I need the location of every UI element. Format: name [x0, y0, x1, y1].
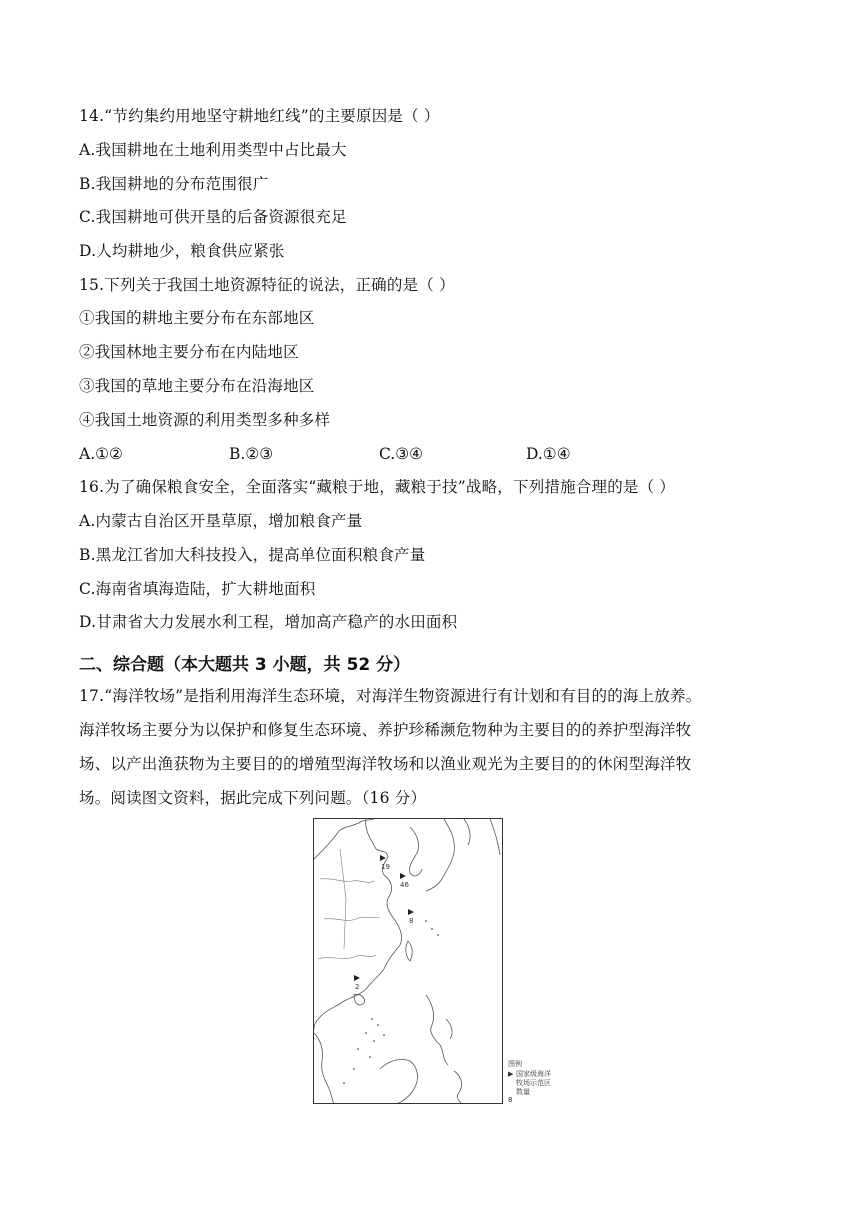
q14-stem: 14.“节约集约用地坚守耕地红线”的主要原因是（ ）: [79, 107, 440, 125]
q15-statement-1: ①我国的耕地主要分布在东部地区: [79, 309, 315, 327]
q15-option-a: A.①②: [79, 445, 123, 463]
q14-option-c: C.我国耕地可供开垦的后备资源很充足: [79, 208, 347, 226]
q14-option-d: D.人均耕地少，粮食供应紧张: [79, 242, 285, 260]
q17-line-1: 17.“海洋牧场”是指利用海洋生态环境，对海洋生物资源进行有计划和有目的的海上放养。: [79, 687, 702, 705]
q16-option-c: C.海南省填海造陆，扩大耕地面积: [79, 580, 316, 598]
legend-title: 图例: [508, 1060, 522, 1068]
marker-yellow-sea-label: 46: [400, 881, 409, 889]
marker-yellow-sea: [400, 873, 409, 889]
q14-option-b: B.我国耕地的分布范围很广: [79, 175, 269, 193]
q15-options: [79, 444, 679, 464]
legend-sample-value: 8: [508, 1096, 513, 1104]
marker-bohai: [380, 855, 390, 871]
q15-statement-2: ②我国林地主要分布在内陆地区: [79, 343, 299, 361]
legend-triangle-icon: ▶: [508, 1070, 514, 1078]
q17-line-3: 场、以产出渔获物为主要目的的增殖型海洋牧场和以渔业观光为主要目的的休闲型海洋牧: [79, 755, 692, 773]
q16-option-b: B.黑龙江省加大科技投入，提高单位面积粮食产量: [79, 546, 426, 564]
ocean-ranch-map: [313, 818, 503, 1104]
q15-option-c: C.③④: [379, 445, 424, 463]
q15-statement-4: ④我国土地资源的利用类型多种多样: [79, 411, 331, 429]
q15-option-d: D.①④: [526, 445, 571, 463]
legend-desc: 国家级海洋牧场示范区数量: [516, 1070, 551, 1096]
q16-option-d: D.甘肃省大力发展水利工程，增加高产稳产的水田面积: [79, 613, 458, 631]
q17-line-4: 场。阅读图文资料，据此完成下列问题。（16 分）: [79, 789, 427, 807]
section-heading: 二、综合题（本大题共 3 小题，共 52 分）: [79, 655, 411, 675]
marker-east-china-sea-label: 8: [409, 917, 414, 925]
marker-east-china-sea: [408, 909, 414, 925]
marker-south-china-sea-label: 2: [355, 983, 360, 991]
map-drawing: [314, 819, 503, 1104]
q14-option-a: A.我国耕地在土地利用类型中占比最大: [79, 141, 347, 159]
marker-south-china-sea: [354, 975, 360, 991]
q15-option-b: B.②③: [229, 445, 274, 463]
q16-option-a: A.内蒙古自治区开垦草原，增加粮食产量: [79, 512, 363, 530]
q17-line-2: 海洋牧场主要分为以保护和修复生态环境、养护珍稀濒危物种为主要目的的养护型海洋牧: [79, 721, 692, 739]
marker-bohai-label: 19: [381, 863, 390, 871]
q16-stem: 16.为了确保粮食安全，全面落实“藏粮于地，藏粮于技”战略，下列措施合理的是（ ）: [79, 478, 676, 496]
q15-statement-3: ③我国的草地主要分布在沿海地区: [79, 377, 315, 395]
map-legend: [508, 1060, 554, 1104]
q15-stem: 15.下列关于我国土地资源特征的说法，正确的是（ ）: [79, 276, 455, 294]
legend-row: [508, 1070, 554, 1097]
